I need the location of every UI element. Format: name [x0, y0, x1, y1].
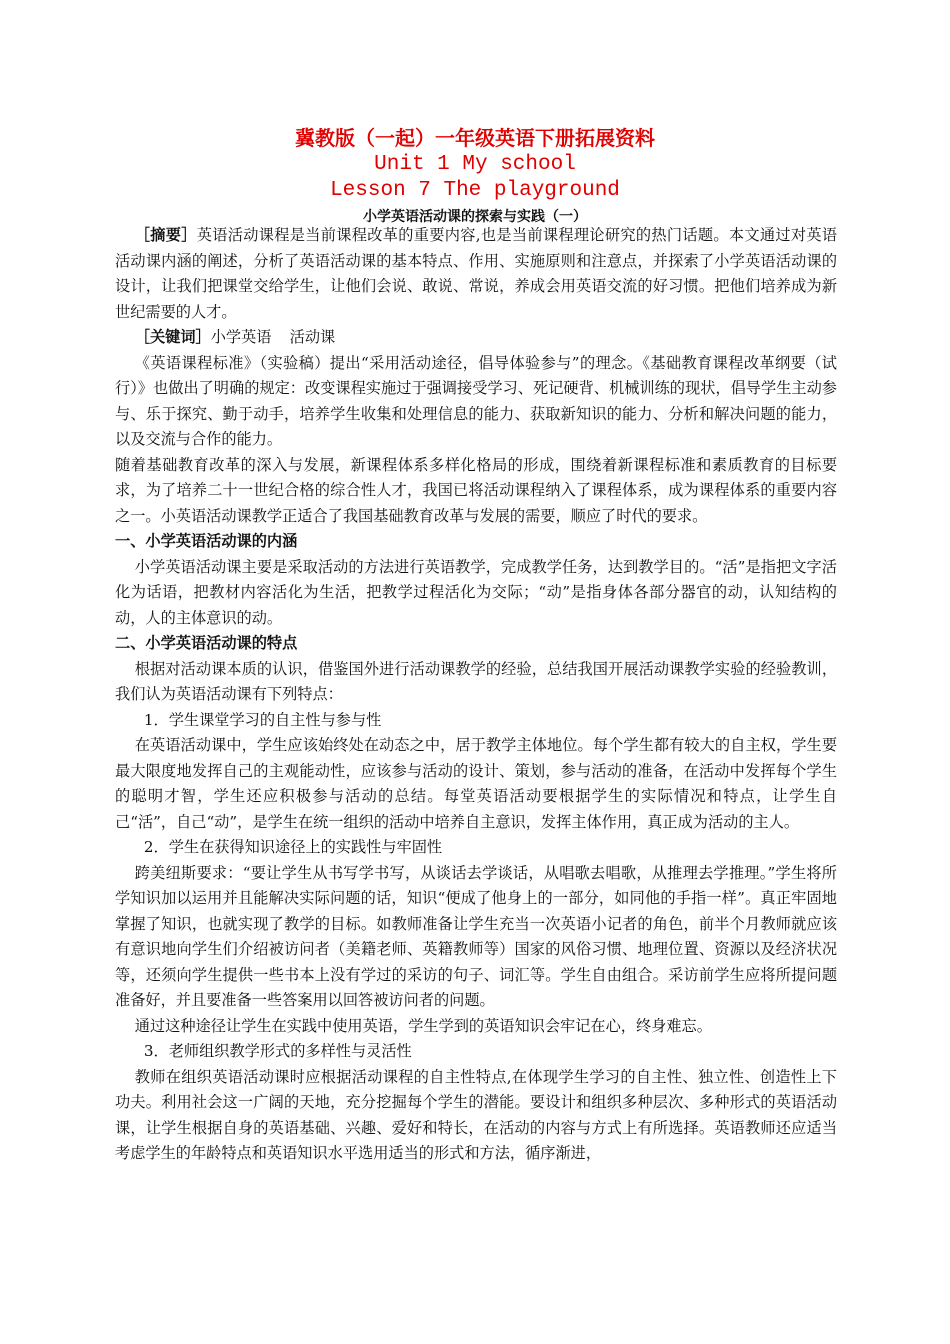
point-2-paragraph-2: 通过这种途径让学生在实践中使用英语，学生学到的英语知识会牢记在心，终身难忘。 [134, 1016, 712, 1035]
point-1-heading: 1．学生课堂学习的自主性与参与性 [143, 710, 382, 729]
keyword-1: 小学英语 [210, 328, 272, 346]
section-1-heading: 一、小学英语活动课的内涵 [115, 532, 298, 550]
title-block [0, 124, 950, 230]
unit-title: Unit 1 My school [374, 153, 576, 176]
keyword-2: 活动课 [289, 328, 336, 346]
abstract-text: 英语活动课程是当前课程改革的重要内容,也是当前课程理论研究的热门话题。本文通过对英语活动课内涵的阐述，分析了英语活动课的基本特点、作用、实施原则和注意点，并探索了小学英语活动课的设计，让我们把课堂交给学生，让他们会说、敢说、常说，养成会用英语交流的好习惯。把他们培养成为新世纪需要的人才。 [115, 226, 838, 321]
intro-paragraph-1: 《英语课程标准》（实验稿）提出“采用活动途径，倡导体验参与”的理念。《基础教育课程改革纲要（试行）》也做出了明确的规定：改变课程实施过于强调接受学习、死记硬背、机械训练的现状，倡导学生主动参与、乐于探究、勤于动手，培养学生收集和处理信息的能力、获取新知识的能力、分析和解决问题的能力，以及交流与合作的能力。 [115, 353, 837, 448]
abstract-label: ［摘要］ [134, 226, 197, 244]
section-1-text: 小学英语活动课主要是采取活动的方法进行英语教学，完成教学任务，达到教学目的。“活”是指把文字活化为话语，把教材内容活化为生活，把教学过程活化为交际；“动”是指身体各部分器官的动，认知结构的动，人的主体意识的动。 [115, 557, 837, 627]
article-body [115, 223, 837, 1167]
point-1-paragraph: 在英语活动课中，学生应该始终处在动态之中，居于教学主体地位。每个学生都有较大的自主权，学生要最大限度地发挥自己的主观能动性，应该参与活动的设计、策划，参与活动的准备，在活动中发挥每个学生的聪明才智，学生还应积极参与活动的总结。每堂英语活动要根据学生的实际情况和特点，让学生自己“活”，自己“动”，是学生在统一组织的活动中培养自主意识，发挥主体作用，真正成为活动的主人。 [115, 736, 837, 831]
point-2-paragraph-1: 跨美纽斯要求：“要让学生从书写学书写，从谈话去学谈话，从唱歌去唱歌，从推理去学推理。”学生将所学知识加以运用并且能解决实际问题的话，知识“便成了他身上的一部分，如同他的手指一样”。真正牢固地掌握了知识，也就实现了教学的目标。如教师准备让学生充当一次英语小记者的角色，前半个月教师就应该有意识地向学生们介绍被访问者（美籍老师、英籍教师等）国家的风俗习惯、地理位置、资源以及经济状况等，还须向学生提供一些书本上没有学过的采访的句子、词汇等。学生自由组合。采访前学生应将所提问题准备好，并且要准备一些答案用以回答被访问者的问题。 [115, 863, 837, 1009]
keywords-paragraph [115, 325, 837, 351]
lesson-title: Lesson 7 The playground [330, 179, 620, 202]
keywords-label: ［关键词］ [134, 328, 211, 346]
section-2-intro: 根据对活动课本质的认识，借鉴国外进行活动课教学的经验，总结我国开展活动课教学实验的经验教训，我们认为英语活动课有下列特点： [115, 659, 837, 703]
point-3-heading: 3．老师组织教学形式的多样性与灵活性 [143, 1042, 412, 1060]
point-2-heading: 2．学生在获得知识途径上的实践性与牢固性 [143, 838, 443, 856]
document-title: 冀教版（一起）一年级英语下册拓展资料 [295, 126, 655, 150]
intro-paragraph-2: 随着基础教育改革的深入与发展，新课程体系多样化格局的形成，围绕着新课程标准和素质教育的目标要求，为了培养二十一世纪合格的综合性人才，我国已将活动课程纳入了课程体系，成为课程体系的重要内容之一。小英语活动课教学正适合了我国基础教育改革与发展的需要，顺应了时代的要求。 [115, 455, 837, 525]
article-subtitle: 小学英语活动课的探索与实践（一） [363, 209, 587, 225]
section-2-heading: 二、小学英语活动课的特点 [115, 634, 298, 652]
point-3-paragraph: 教师在组织英语活动课时应根据活动课程的自主性特点,在体现学生学习的自主性、独立性、创造性上下功夫。利用社会这一广阔的天地，充分挖掘每个学生的潜能。要设计和组织多种层次、多种形式的英语活动课，让学生根据自身的英语基础、兴趣、爱好和特长，在活动的内容与方式上有所选择。英语教师还应适当考虑学生的年龄特点和英语知识水平选用适当的形式和方法，循序渐进， [115, 1067, 837, 1162]
abstract-paragraph [115, 223, 837, 325]
